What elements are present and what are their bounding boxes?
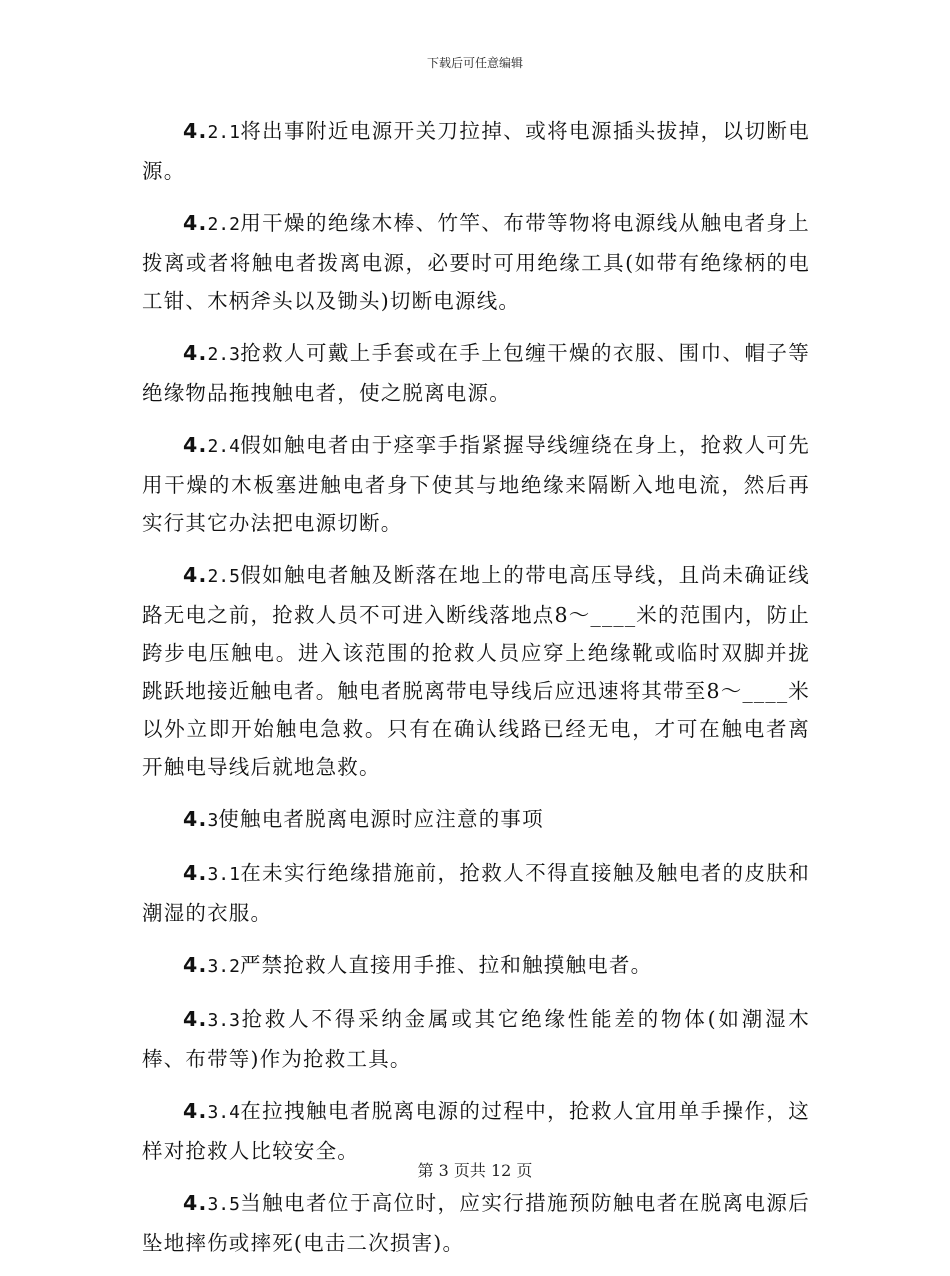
section-number: 2.5 <box>207 566 240 587</box>
section-number: 2.3 <box>207 344 240 365</box>
section-number-lead: 4. <box>183 563 208 587</box>
section-heading-4-3 <box>142 800 810 840</box>
section-number: 2.1 <box>207 122 240 143</box>
section-number-lead: 4. <box>183 211 208 235</box>
section-number: 3 <box>207 810 219 831</box>
section-number: 3.4 <box>207 1102 240 1123</box>
section-number-lead: 4. <box>183 1007 208 1031</box>
section-number: 3.5 <box>207 1194 240 1215</box>
paragraph-4-3-1 <box>142 854 810 932</box>
paragraph-4-3-3 <box>142 1000 810 1078</box>
section-number: 2.2 <box>207 214 240 235</box>
section-number-lead: 4. <box>183 341 208 365</box>
paragraph-4-2-5 <box>142 556 810 786</box>
paragraph-4-3-5 <box>142 1184 810 1262</box>
paragraph-text: 假如触电者由于痉挛手指紧握导线缠绕在身上，抢救人可先用干燥的木板塞进触电者身下使其与地绝缘来隔断入地电流，然后再实行其它办法把电源切断。 <box>142 433 810 535</box>
paragraph-text: 将出事附近电源开关刀拉掉、或将电源插头拔掉，以切断电源。 <box>142 119 810 183</box>
paragraph-text: 严禁抢救人直接用手推、拉和触摸触电者。 <box>239 953 653 977</box>
section-number-lead: 4. <box>183 861 208 885</box>
section-number-lead: 4. <box>183 433 208 457</box>
page-footer: 第 3 页共 12 页 <box>417 1161 533 1180</box>
section-number-lead: 4. <box>183 953 208 977</box>
section-number-lead: 4. <box>183 1191 208 1215</box>
paragraph-text: 当触电者位于高位时，应实行措施预防触电者在脱离电源后坠地摔伤或摔死(电击二次损害)。 <box>142 1191 810 1255</box>
paragraph-text: 抢救人不得采纳金属或其它绝缘性能差的物体(如潮湿木棒、布带等)作为抢救工具。 <box>142 1007 810 1071</box>
section-number: 3.2 <box>207 956 240 977</box>
paragraph-4-2-3 <box>142 334 810 412</box>
paragraph-4-2-1 <box>142 112 810 190</box>
section-number-lead: 4. <box>183 807 208 831</box>
paragraph-text: 在未实行绝缘措施前，抢救人不得直接触及触电者的皮肤和潮湿的衣服。 <box>142 861 810 925</box>
document-body <box>142 112 810 1276</box>
paragraph-text: 在拉拽触电者脱离电源的过程中，抢救人宜用单手操作，这样对抢救人比较安全。 <box>142 1099 810 1163</box>
paragraph-text: 抢救人可戴上手套或在手上包缠干燥的衣服、围巾、帽子等绝缘物品拖拽触电者，使之脱离电源。 <box>142 341 810 405</box>
paragraph-4-2-4 <box>142 426 810 542</box>
section-number: 3.1 <box>207 864 240 885</box>
paragraph-4-3-2 <box>142 946 810 986</box>
section-number: 3.3 <box>207 1010 240 1031</box>
paragraph-text: 用干燥的绝缘木棒、竹竿、布带等物将电源线从触电者身上拨离或者将触电者拨离电源，必要时可用绝缘工具(如带有绝缘柄的电工钳、木柄斧头以及锄头)切断电源线。 <box>142 211 810 313</box>
paragraph-4-2-2 <box>142 204 810 320</box>
section-heading-text: 使触电者脱离电源时应注意的事项 <box>218 807 544 831</box>
section-number-lead: 4. <box>183 119 208 143</box>
section-number-lead: 4. <box>183 1099 208 1123</box>
page-header: 下载后可任意编辑 <box>426 56 523 70</box>
paragraph-text: 假如触电者触及断落在地上的带电高压导线，且尚未确证线路无电之前，抢救人员不可进入断线落地点8～____米的范围内，防止跨步电压触电。进入该范围的抢救人员应穿上绝缘靴或临时双脚并拢跳跃地接近触电者。触电者脱离带电导线后应迅速将其带至8～____米以外立即开始触电急救。只有在确认线路已经无电，才可在触电者离开触电导线后就地急救。 <box>142 563 810 779</box>
section-number: 2.4 <box>207 436 240 457</box>
